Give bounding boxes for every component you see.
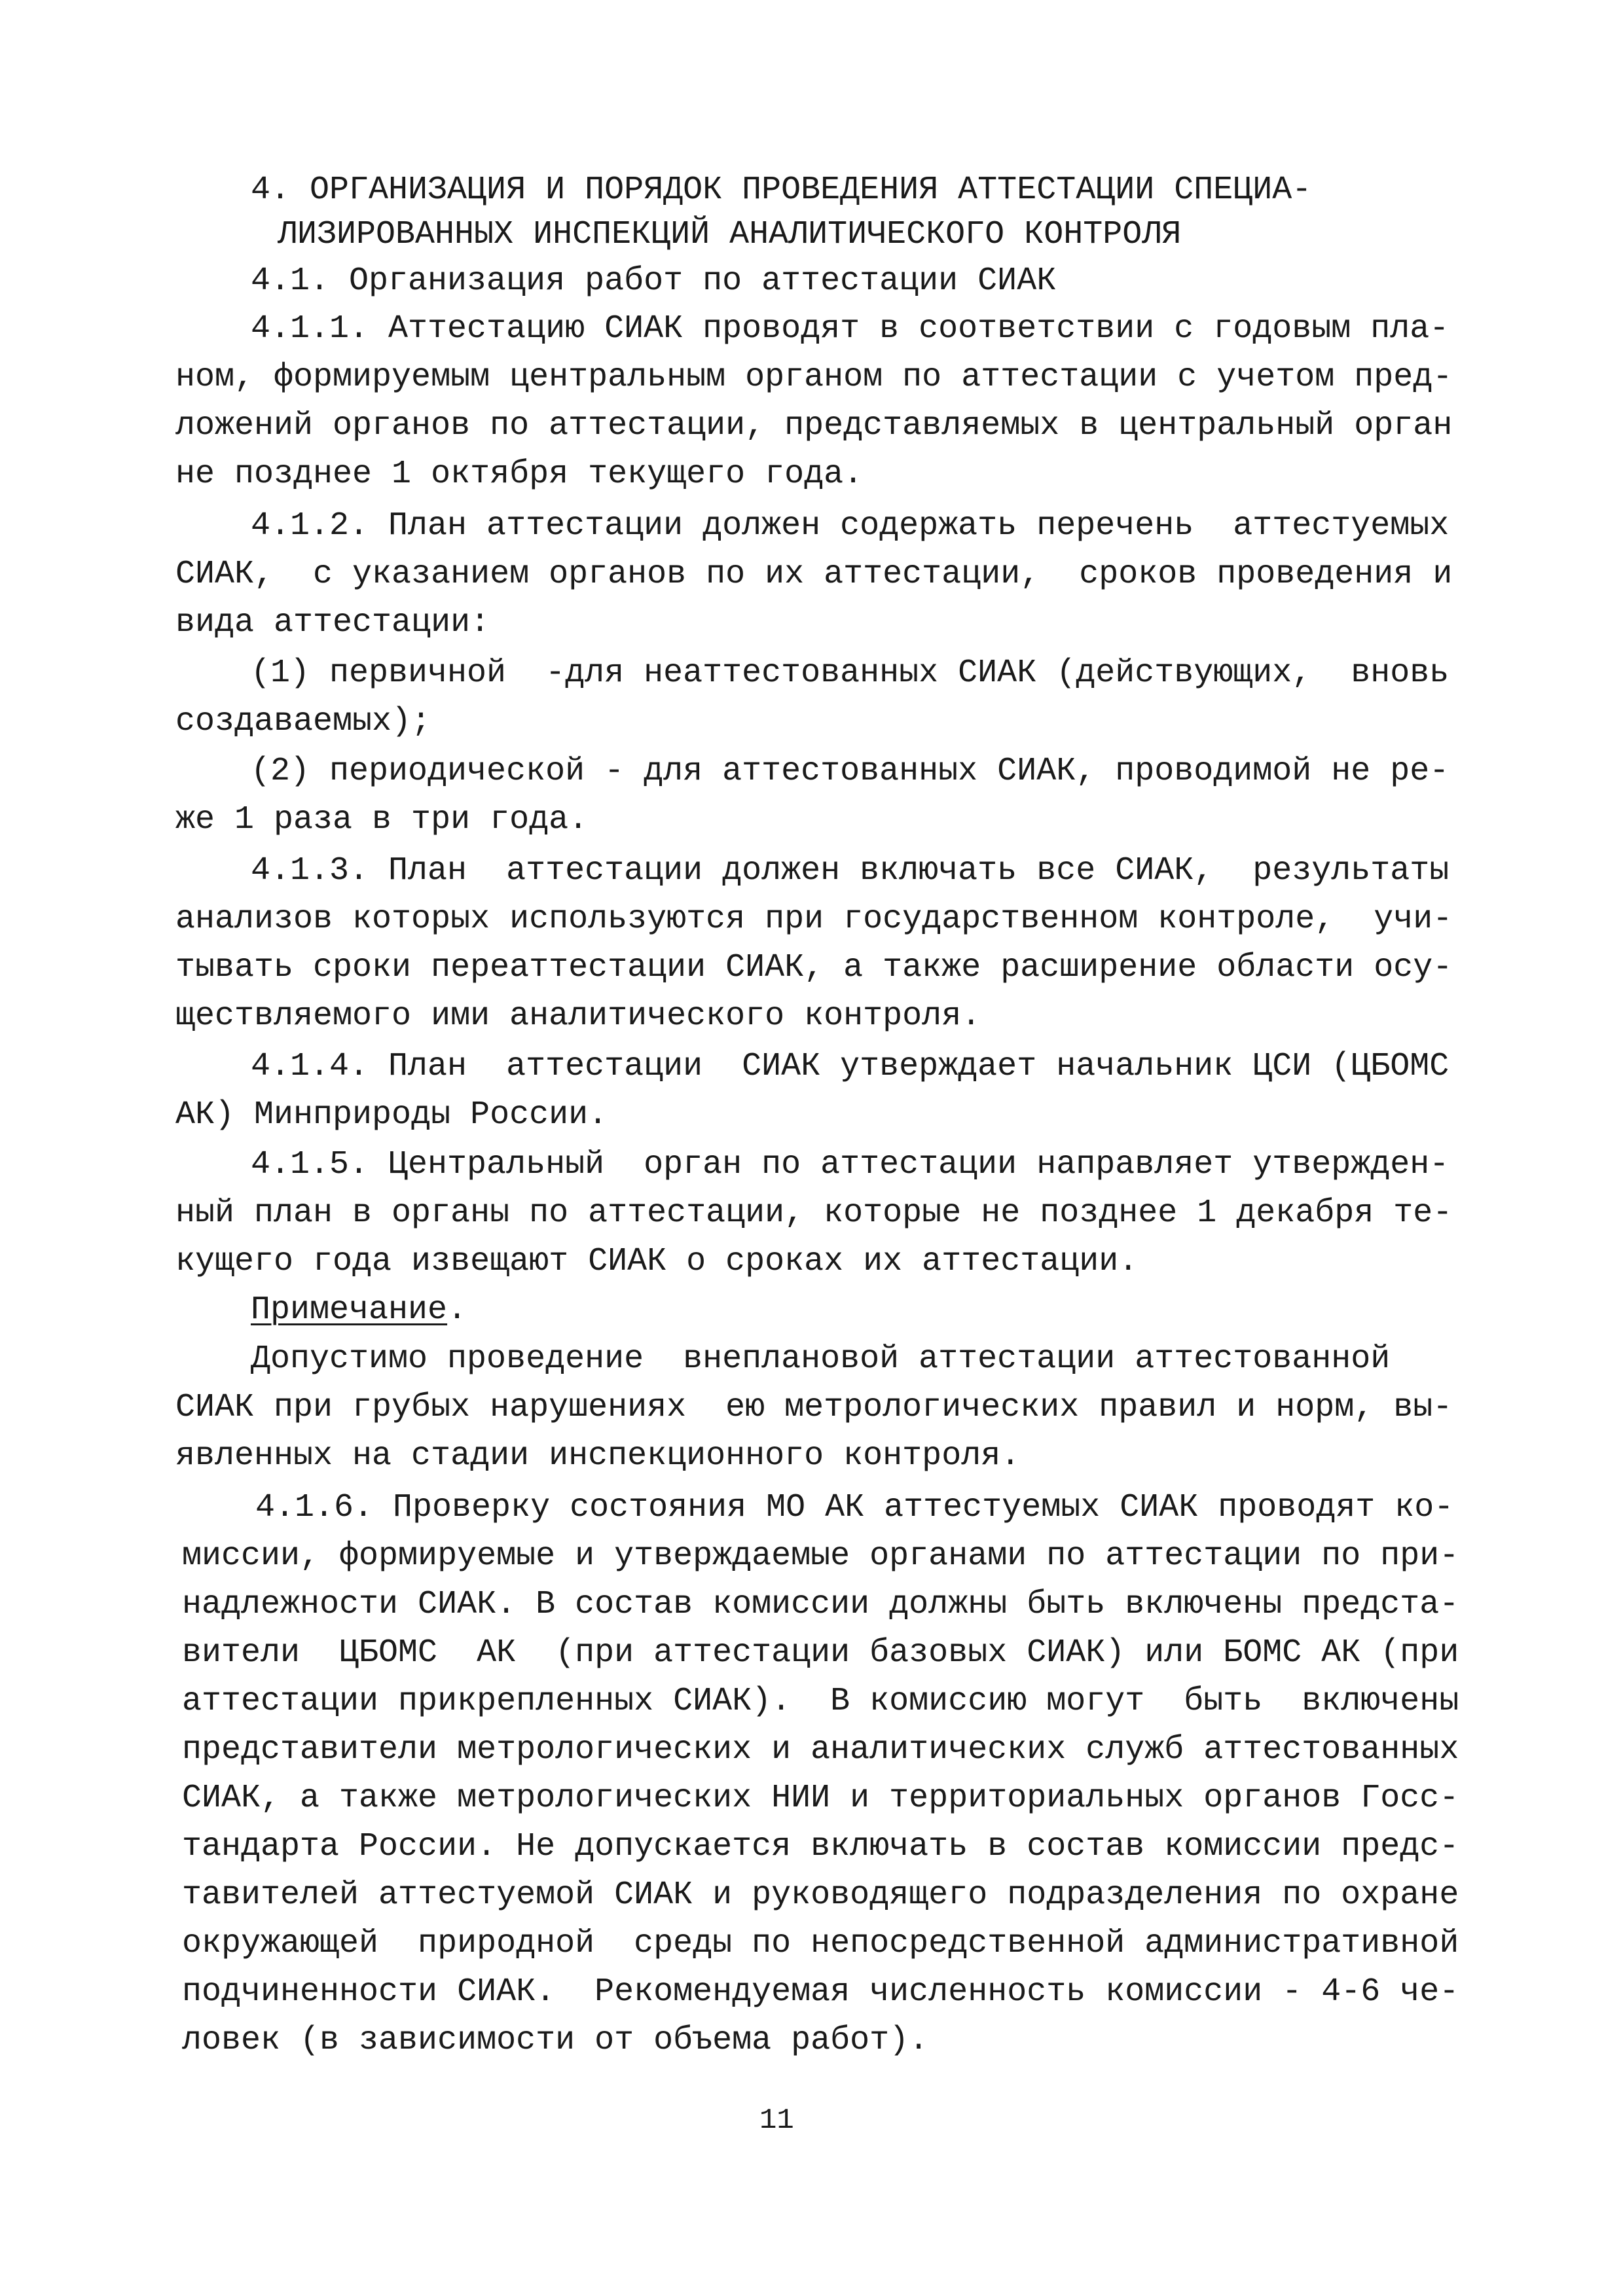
- paragraph-4-1-6-line: окружающей природной среды по непосредственной административной: [182, 1925, 1459, 1962]
- paragraph-4-1-5-line: кущего года извещают СИАК о сроках их аттестации.: [175, 1243, 1139, 1280]
- subsection-heading: 4.1. Организация работ по аттестации СИАК: [251, 262, 1057, 300]
- paragraph-4-1-1-line: ном, формируемым центральным органом по аттестации с учетом пред-: [175, 359, 1453, 396]
- paragraph-4-1-3-line: ществляемого ими аналитического контроля.: [175, 997, 981, 1035]
- note-text-line: Допустимо проведение внеплановой аттестации аттестованной: [251, 1340, 1391, 1378]
- note-label-line: [251, 1286, 467, 1335]
- note-label: Примечание: [251, 1291, 448, 1329]
- note-label-dot: .: [447, 1291, 467, 1329]
- list-item-1-line: (1) первичной -для неаттестованных СИАК (действующих, вновь: [251, 655, 1450, 692]
- paragraph-4-1-5-line: ный план в органы по аттестации, которые не позднее 1 декабря те-: [175, 1194, 1453, 1232]
- paragraph-4-1-3-line: 4.1.3. План аттестации должен включать все СИАК, результаты: [251, 852, 1450, 889]
- paragraph-4-1-6-line: представители метрологических и аналитических служб аттестованных: [182, 1731, 1459, 1768]
- paragraph-4-1-6-line: ловек (в зависимости от объема работ).: [182, 2022, 929, 2059]
- paragraph-4-1-5-line: 4.1.5. Центральный орган по аттестации направляет утвержден-: [251, 1146, 1450, 1183]
- paragraph-4-1-4-line: 4.1.4. План аттестации СИАК утверждает начальник ЦСИ (ЦБОМС: [251, 1048, 1450, 1085]
- paragraph-4-1-6-line: СИАК, а также метрологических НИИ и территориальных органов Госс-: [182, 1780, 1459, 1817]
- note-text-line: СИАК при грубых нарушениях ею метрологических правил и норм, вы-: [175, 1389, 1453, 1426]
- paragraph-4-1-4-line: АК) Минприроды России.: [175, 1096, 608, 1134]
- paragraph-4-1-1-line: ложений органов по аттестации, представляемых в центральный орган: [175, 407, 1453, 444]
- paragraph-4-1-1-line: не позднее 1 октября текущего года.: [175, 456, 864, 493]
- paragraph-4-1-6-line: надлежности СИАК. В состав комиссии должны быть включены предста-: [182, 1586, 1459, 1623]
- section-heading-line-2: ЛИЗИРОВАННЫХ ИНСПЕКЦИЙ АНАЛИТИЧЕСКОГО КОНТРОЛЯ: [278, 216, 1182, 253]
- list-item-1-line: создаваемых);: [175, 703, 431, 740]
- list-item-2-line: (2) периодической - для аттестованных СИАК, проводимой не ре-: [251, 753, 1450, 790]
- paragraph-4-1-6-line: 4.1.6. Проверку состояния МО АК аттестуемых СИАК проводят ко-: [255, 1489, 1454, 1526]
- paragraph-4-1-2-line: вида аттестации:: [175, 604, 490, 641]
- paragraph-4-1-3-line: анализов которых используются при государственном контроле, учи-: [175, 901, 1453, 938]
- paragraph-4-1-3-line: тывать сроки переаттестации СИАК, а также расширение области осу-: [175, 949, 1453, 986]
- note-text-line: явленных на стадии инспекционного контроля.: [175, 1437, 1021, 1475]
- section-heading-line-1: 4. ОРГАНИЗАЦИЯ И ПОРЯДОК ПРОВЕДЕНИЯ АТТЕСТАЦИИ СПЕЦИА-: [251, 171, 1312, 209]
- paragraph-4-1-6-line: аттестации прикрепленных СИАК). В комиссию могут быть включены: [182, 1683, 1459, 1720]
- paragraph-4-1-1-line: 4.1.1. Аттестацию СИАК проводят в соответствии с годовым пла-: [251, 310, 1450, 348]
- paragraph-4-1-6-line: миссии, формируемые и утверждаемые органами по аттестации по при-: [182, 1537, 1459, 1575]
- page-number: 11: [759, 2104, 794, 2137]
- paragraph-4-1-6-line: подчиненности СИАК. Рекомендуемая численность комиссии - 4-6 че-: [182, 1973, 1459, 2011]
- paragraph-4-1-6-line: вители ЦБОМС АК (при аттестации базовых СИАК) или БОМС АК (при: [182, 1634, 1459, 1672]
- paragraph-4-1-6-line: тандарта России. Не допускается включать в состав комиссии предс-: [182, 1828, 1459, 1865]
- paragraph-4-1-2-line: СИАК, с указанием органов по их аттестации, сроков проведения и: [175, 556, 1453, 593]
- paragraph-4-1-2-line: 4.1.2. План аттестации должен содержать перечень аттестуемых: [251, 507, 1450, 545]
- list-item-2-line: же 1 раза в три года.: [175, 801, 589, 838]
- paragraph-4-1-6-line: тавителей аттестуемой СИАК и руководящего подразделения по охране: [182, 1876, 1459, 1914]
